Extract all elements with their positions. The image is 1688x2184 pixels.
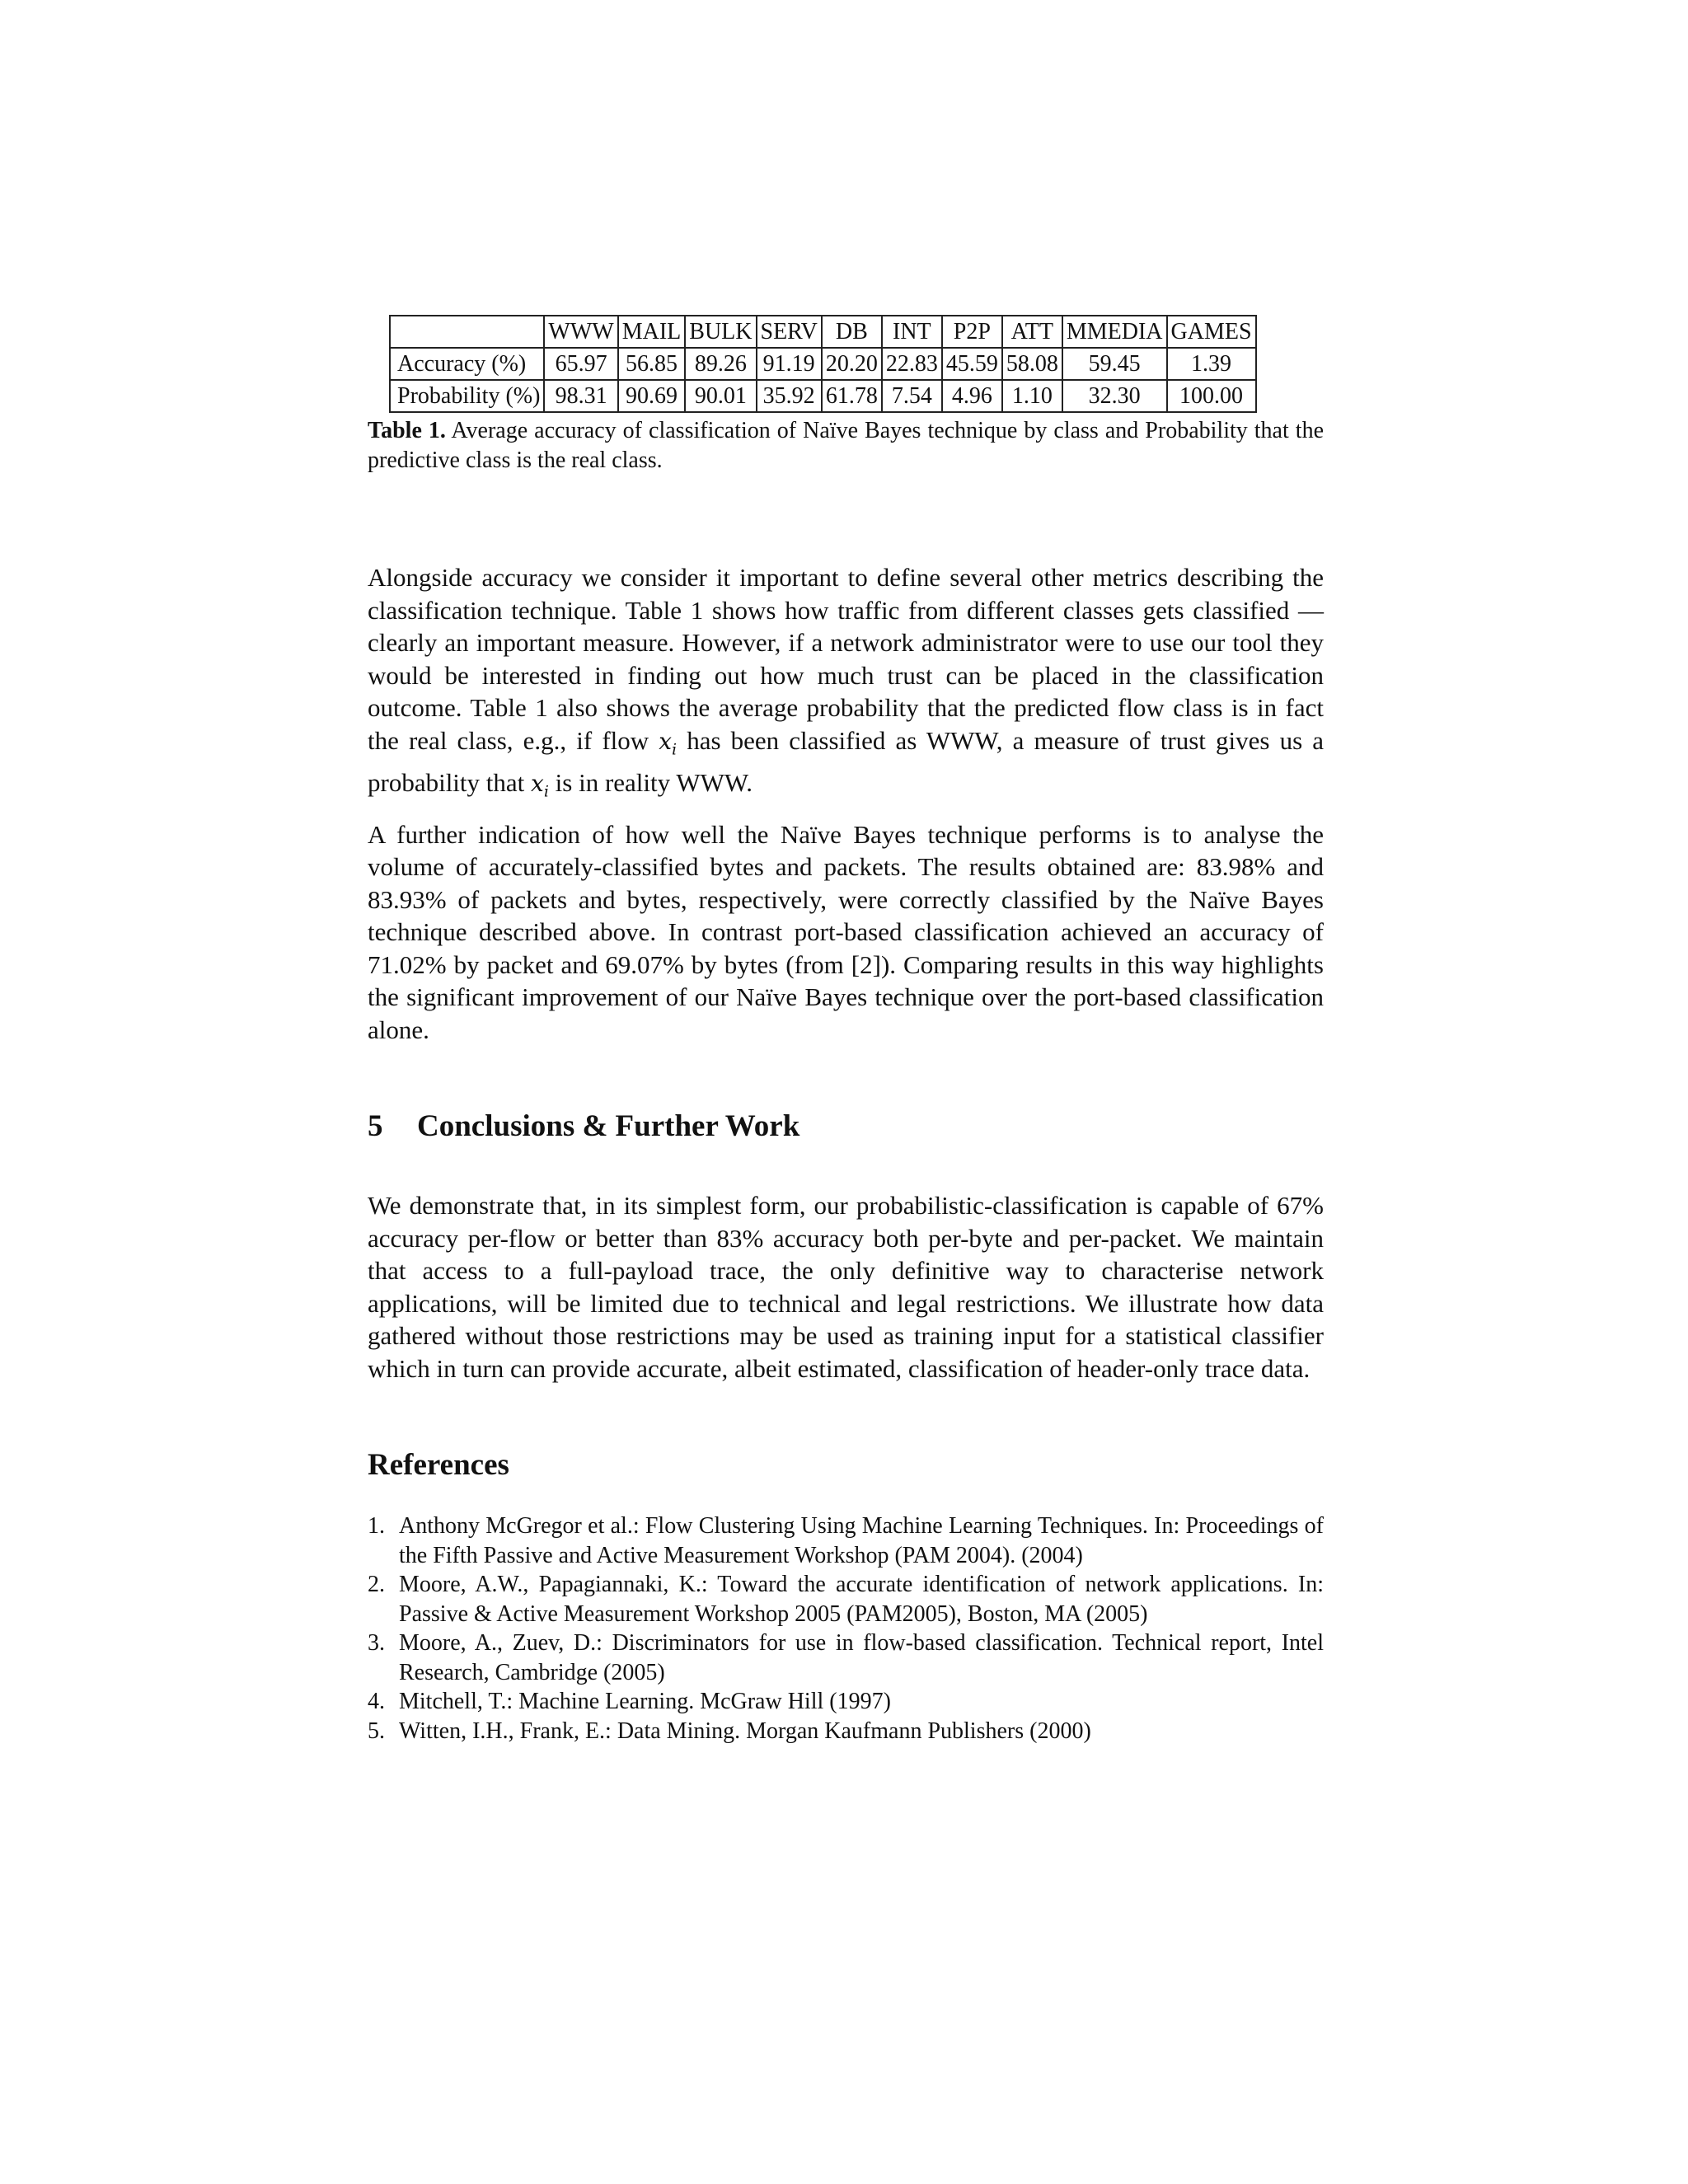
table-cell: 32.30 <box>1062 380 1167 412</box>
table-row <box>390 380 1256 412</box>
table-caption <box>368 416 1324 476</box>
table-cell: 89.26 <box>685 348 756 380</box>
section-title: Conclusions & Further Work <box>417 1109 800 1144</box>
results-table <box>389 315 1257 413</box>
table-cell: 4.96 <box>942 380 1002 412</box>
table-header-cell: MAIL <box>618 316 686 348</box>
reference-number: 5. <box>368 1718 385 1744</box>
reference-item <box>368 1687 1324 1717</box>
paragraph-conclusions: We demonstrate that, in its simplest form, our probabilistic-classification is capable of 67% accuracy per-flow or better than 83% accuracy both per-byte and per-packet. We maintain that access to a full-payload trace, the only definitive way to characterise network applications, will be limited due to technical and legal restrictions. We illustrate how data gathered without those restrictions may be used as training input for a statistical classifier which in turn can provide accurate, albeit estimated, classification of header-only trace data. <box>368 1191 1324 1383</box>
reference-text: Anthony McGregor et al.: Flow Clustering Using Machine Learning Techniques. In: Proceedings of the Fifth Passive and Active Measurement Workshop (PAM 2004). (2004) <box>399 1513 1324 1568</box>
paragraph-text: is in reality WWW. <box>548 767 753 797</box>
reference-number: 3. <box>368 1630 385 1657</box>
table-cell: 58.08 <box>1002 348 1062 380</box>
table-header-cell: MMEDIA <box>1062 316 1167 348</box>
reference-item <box>368 1629 1324 1687</box>
table-cell: 100.00 <box>1167 380 1256 412</box>
math-subscript: i <box>543 782 549 801</box>
math-subscript: i <box>672 740 678 759</box>
section-number: 5 <box>368 1109 383 1144</box>
paragraph-bytes-packets: A further indication of how well the Naïve Bayes technique performs is to analyse the volume of accurately-classified bytes and packets. The results obtained are: 83.98% and 83.93% of packets and bytes, respectively, were correctly classified by the Naïve Bayes technique described above. In contrast port-based classification achieved an accuracy of 71.02% by packet and 69.07% by bytes (from [2]). Comparing results in this way highlights the significant improvement of our Naïve Bayes technique over the port-based classification alone. <box>368 819 1324 1044</box>
reference-number: 4. <box>368 1689 385 1715</box>
table-cell: 98.31 <box>544 380 617 412</box>
table-header-row <box>390 316 1256 348</box>
table-cell: 1.10 <box>1002 380 1062 412</box>
table-caption-text: Average accuracy of classification of Naïve Bayes technique by class and Probability that the predictive class is the real class. <box>368 418 1325 473</box>
table-cell: 59.45 <box>1062 348 1167 380</box>
reference-text: Witten, I.H., Frank, E.: Data Mining. Morgan Kaufmann Publishers (2000) <box>399 1718 1091 1744</box>
table-row-label: Probability (%) <box>390 380 544 412</box>
table-header-cell: DB <box>822 316 882 348</box>
paragraph-text: Alongside accuracy we consider it important to define several other metrics describing the classification technique. Table 1 shows how traffic from different classes gets classified — clearly an important measure. However, if a network administrator were to use our tool they would be interested in finding out how much trust can be placed in the classification outcome. Table 1 also shows the average probability that the predicted flow class is in fact the real class, e.g., if flow <box>368 563 1324 755</box>
math-variable <box>659 727 678 759</box>
table-cell: 65.97 <box>544 348 617 380</box>
table-row-label: Accuracy (%) <box>390 348 544 380</box>
table-cell: 61.78 <box>822 380 882 412</box>
table-header-cell: ATT <box>1002 316 1062 348</box>
paragraph-text: has been classified as WWW, a measure of trust gives us a probability that <box>368 725 1324 797</box>
table-cell: 56.85 <box>618 348 686 380</box>
reference-item <box>368 1570 1324 1629</box>
table-header-cell: INT <box>882 316 942 348</box>
table-cell: 20.20 <box>822 348 882 380</box>
reference-number: 1. <box>368 1513 385 1540</box>
math-variable <box>531 769 549 801</box>
reference-number: 2. <box>368 1572 385 1598</box>
table-header-cell: WWW <box>544 316 617 348</box>
math-symbol: x <box>659 727 673 755</box>
references-heading: References <box>368 1448 509 1483</box>
table-caption-label: Table 1. <box>368 418 446 443</box>
table-header-cell: GAMES <box>1167 316 1256 348</box>
reference-text: Moore, A.W., Papagiannaki, K.: Toward the accurate identification of network applications. In: Passive & Active Measurement Workshop 2005 (PAM2005), Boston, MA (2005) <box>399 1572 1324 1627</box>
reference-text: Mitchell, T.: Machine Learning. McGraw Hill (1997) <box>399 1689 891 1715</box>
table-cell: 45.59 <box>942 348 1002 380</box>
reference-text: Moore, A., Zuev, D.: Discriminators for use in flow-based classification. Technical report, Intel Research, Cambridge (2005) <box>399 1630 1324 1685</box>
section-heading <box>368 1108 1324 1145</box>
table-cell: 7.54 <box>882 380 942 412</box>
table-header-cell: P2P <box>942 316 1002 348</box>
table-header-cell <box>390 316 544 348</box>
math-symbol: x <box>531 769 544 797</box>
references-list <box>368 1511 1324 1746</box>
paper-page <box>368 315 1324 1746</box>
table-cell: 90.01 <box>685 380 756 412</box>
table-cell: 1.39 <box>1167 348 1256 380</box>
table-row <box>390 348 1256 380</box>
table-1-container <box>389 315 1324 413</box>
table-header-cell: BULK <box>685 316 756 348</box>
table-cell: 22.83 <box>882 348 942 380</box>
table-cell: 35.92 <box>757 380 822 412</box>
table-cell: 91.19 <box>757 348 822 380</box>
table-cell: 90.69 <box>618 380 686 412</box>
reference-item <box>368 1717 1324 1746</box>
reference-item <box>368 1511 1324 1570</box>
table-header-cell: SERV <box>757 316 822 348</box>
paragraph-metrics <box>368 561 1324 808</box>
